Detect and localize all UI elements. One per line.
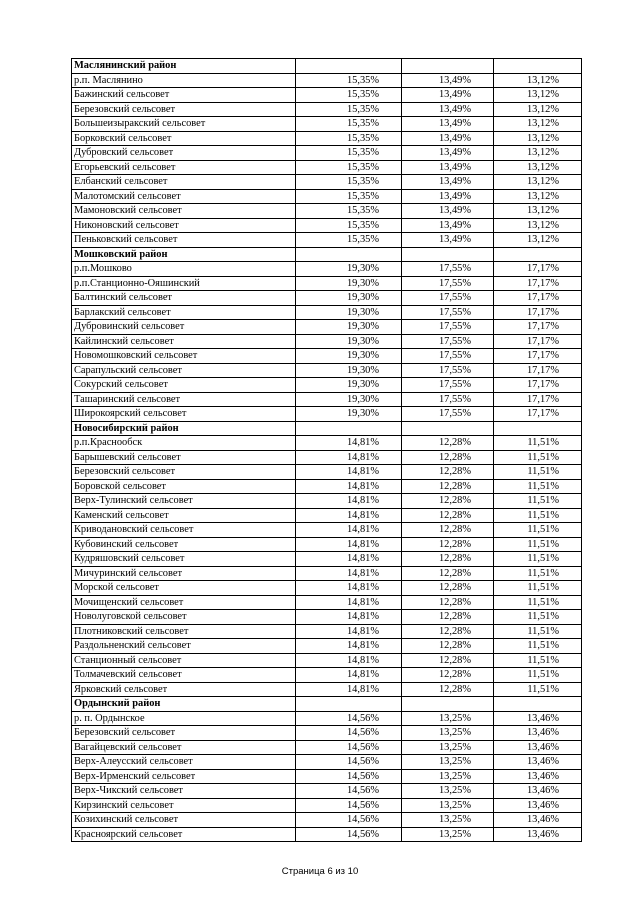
rate-value: 15,35% [296, 160, 402, 175]
rate-value: 14,81% [296, 508, 402, 523]
empty-cell [494, 59, 582, 74]
settlement-name: Дубровинский сельсовет [72, 320, 296, 335]
rate-value: 13,46% [494, 798, 582, 813]
rate-value: 11,51% [494, 610, 582, 625]
table-row [72, 436, 582, 451]
table-row [72, 624, 582, 639]
rate-value: 13,12% [494, 117, 582, 132]
settlement-name: Никоновский сельсовет [72, 218, 296, 233]
rate-value: 14,56% [296, 769, 402, 784]
rate-value: 12,28% [402, 595, 494, 610]
rate-value: 13,25% [402, 740, 494, 755]
rate-value: 19,30% [296, 378, 402, 393]
rate-value: 11,51% [494, 624, 582, 639]
table-row [72, 349, 582, 364]
empty-cell [296, 697, 402, 712]
rate-value: 13,49% [402, 204, 494, 219]
table-row [72, 204, 582, 219]
rate-value: 15,35% [296, 189, 402, 204]
settlement-name: Козихинский сельсовет [72, 813, 296, 828]
page-number: Страница 6 из 10 [281, 866, 359, 877]
settlement-name: Мамоновский сельсовет [72, 204, 296, 219]
rate-value: 13,25% [402, 769, 494, 784]
rate-value: 17,55% [402, 378, 494, 393]
settlement-name: Морской сельсовет [72, 581, 296, 596]
settlement-name: р.п.Станционно-Ояшинский [72, 276, 296, 291]
rate-value: 17,17% [494, 349, 582, 364]
table-row [72, 552, 582, 567]
rate-value: 13,46% [494, 726, 582, 741]
settlement-name: Новолуговской сельсовет [72, 610, 296, 625]
rate-value: 11,51% [494, 682, 582, 697]
settlement-name: Кудряшовский сельсовет [72, 552, 296, 567]
rate-value: 19,30% [296, 363, 402, 378]
rate-value: 13,49% [402, 218, 494, 233]
settlement-name: Елбанский сельсовет [72, 175, 296, 190]
district-header-row [72, 247, 582, 262]
settlement-name: Барышевский сельсовет [72, 450, 296, 465]
rate-value: 12,28% [402, 479, 494, 494]
table-row [72, 610, 582, 625]
table-row [72, 740, 582, 755]
table-row [72, 407, 582, 422]
rate-value: 12,28% [402, 639, 494, 654]
rate-value: 17,17% [494, 276, 582, 291]
rate-value: 13,46% [494, 769, 582, 784]
table-row [72, 131, 582, 146]
rate-value: 13,12% [494, 88, 582, 103]
rate-value: 17,17% [494, 320, 582, 335]
rate-value: 11,51% [494, 537, 582, 552]
rate-value: 15,35% [296, 233, 402, 248]
rate-value: 11,51% [494, 581, 582, 596]
table-row [72, 363, 582, 378]
empty-cell [494, 697, 582, 712]
table-row [72, 378, 582, 393]
rate-value: 14,81% [296, 566, 402, 581]
table-row [72, 392, 582, 407]
rate-value: 17,17% [494, 407, 582, 422]
rate-value: 11,51% [494, 566, 582, 581]
rate-value: 12,28% [402, 465, 494, 480]
rate-value: 13,49% [402, 160, 494, 175]
settlement-name: Дубровский сельсовет [72, 146, 296, 161]
rate-value: 11,51% [494, 479, 582, 494]
rate-value: 19,30% [296, 262, 402, 277]
rate-value: 15,35% [296, 204, 402, 219]
rate-value: 17,17% [494, 334, 582, 349]
rate-value: 13,12% [494, 102, 582, 117]
table-row [72, 88, 582, 103]
district-header-row [72, 59, 582, 74]
table-row [72, 73, 582, 88]
table-row [72, 769, 582, 784]
empty-cell [296, 59, 402, 74]
empty-cell [402, 59, 494, 74]
table-row [72, 682, 582, 697]
rate-value: 17,17% [494, 305, 582, 320]
rate-value: 17,17% [494, 262, 582, 277]
table-row [72, 508, 582, 523]
table-row [72, 320, 582, 335]
table-row [72, 291, 582, 306]
rate-value: 15,35% [296, 146, 402, 161]
settlement-name: р.п. Маслянино [72, 73, 296, 88]
rate-value: 11,51% [494, 450, 582, 465]
rate-value: 11,51% [494, 639, 582, 654]
rate-value: 14,81% [296, 668, 402, 683]
rate-value: 14,56% [296, 726, 402, 741]
rate-value: 11,51% [494, 552, 582, 567]
rate-value: 12,28% [402, 581, 494, 596]
rate-value: 14,81% [296, 682, 402, 697]
table-row [72, 465, 582, 480]
rate-value: 12,28% [402, 552, 494, 567]
rate-value: 15,35% [296, 175, 402, 190]
rate-value: 14,81% [296, 436, 402, 451]
rate-value: 17,55% [402, 334, 494, 349]
rate-value: 14,56% [296, 784, 402, 799]
rate-value: 14,81% [296, 450, 402, 465]
rate-value: 19,30% [296, 334, 402, 349]
rate-value: 17,55% [402, 349, 494, 364]
rate-value: 15,35% [296, 73, 402, 88]
table-row [72, 117, 582, 132]
rates-table [71, 58, 582, 842]
table-row [72, 537, 582, 552]
settlement-name: Пеньковский сельсовет [72, 233, 296, 248]
district-name: Мошковский район [72, 247, 296, 262]
table-row [72, 784, 582, 799]
rate-value: 11,51% [494, 508, 582, 523]
table-row [72, 711, 582, 726]
empty-cell [494, 421, 582, 436]
table-row [72, 494, 582, 509]
table-row [72, 233, 582, 248]
settlement-name: Каменский сельсовет [72, 508, 296, 523]
settlement-name: Мичуринский сельсовет [72, 566, 296, 581]
rate-value: 13,25% [402, 784, 494, 799]
settlement-name: Кирзинский сельсовет [72, 798, 296, 813]
rate-value: 14,81% [296, 595, 402, 610]
rate-value: 15,35% [296, 102, 402, 117]
rate-value: 13,12% [494, 233, 582, 248]
settlement-name: Новомошковский сельсовет [72, 349, 296, 364]
table-row [72, 827, 582, 842]
rate-value: 13,46% [494, 740, 582, 755]
rate-value: 12,28% [402, 653, 494, 668]
rate-value: 17,55% [402, 392, 494, 407]
rate-value: 19,30% [296, 407, 402, 422]
rate-value: 11,51% [494, 653, 582, 668]
table-row [72, 276, 582, 291]
settlement-name: Большеизыракский сельсовет [72, 117, 296, 132]
rate-value: 11,51% [494, 668, 582, 683]
rate-value: 19,30% [296, 392, 402, 407]
rate-value: 12,28% [402, 537, 494, 552]
rate-value: 12,28% [402, 436, 494, 451]
rate-value: 15,35% [296, 117, 402, 132]
rate-value: 13,25% [402, 813, 494, 828]
district-header-row [72, 421, 582, 436]
rate-value: 13,25% [402, 798, 494, 813]
table-row [72, 175, 582, 190]
settlement-name: Балтинский сельсовет [72, 291, 296, 306]
settlement-name: Егорьевский сельсовет [72, 160, 296, 175]
settlement-name: р.п.Краснообск [72, 436, 296, 451]
rate-value: 13,12% [494, 131, 582, 146]
rate-value: 14,56% [296, 827, 402, 842]
settlement-name: Мочищенский сельсовет [72, 595, 296, 610]
rate-value: 14,56% [296, 711, 402, 726]
table-row [72, 523, 582, 538]
table-row [72, 146, 582, 161]
table-row [72, 450, 582, 465]
settlement-name: Станционный сельсовет [72, 653, 296, 668]
settlement-name: Бажинский сельсовет [72, 88, 296, 103]
table-row [72, 726, 582, 741]
rate-value: 14,81% [296, 639, 402, 654]
rate-value: 13,12% [494, 204, 582, 219]
settlement-name: р.п.Мошково [72, 262, 296, 277]
rate-value: 11,51% [494, 595, 582, 610]
rate-value: 13,12% [494, 189, 582, 204]
rate-value: 17,55% [402, 407, 494, 422]
empty-cell [402, 421, 494, 436]
rate-value: 17,55% [402, 320, 494, 335]
table-row [72, 668, 582, 683]
rate-value: 13,49% [402, 88, 494, 103]
table-row [72, 189, 582, 204]
table-row [72, 653, 582, 668]
rate-value: 13,46% [494, 813, 582, 828]
table-row [72, 262, 582, 277]
empty-cell [402, 247, 494, 262]
rate-value: 14,81% [296, 624, 402, 639]
rate-value: 14,81% [296, 494, 402, 509]
rate-value: 13,25% [402, 726, 494, 741]
rate-value: 14,81% [296, 581, 402, 596]
rate-value: 13,12% [494, 218, 582, 233]
table-row [72, 334, 582, 349]
rate-value: 13,49% [402, 131, 494, 146]
settlement-name: Верх-Алеусский сельсовет [72, 755, 296, 770]
rate-value: 12,28% [402, 450, 494, 465]
rate-value: 13,12% [494, 73, 582, 88]
rate-value: 12,28% [402, 523, 494, 538]
rate-value: 13,49% [402, 73, 494, 88]
rate-value: 14,56% [296, 813, 402, 828]
rate-value: 14,81% [296, 523, 402, 538]
rate-value: 13,46% [494, 755, 582, 770]
settlement-name: Березовский сельсовет [72, 465, 296, 480]
rate-value: 12,28% [402, 610, 494, 625]
rate-value: 17,17% [494, 291, 582, 306]
table-row [72, 798, 582, 813]
rate-value: 19,30% [296, 320, 402, 335]
table-row [72, 305, 582, 320]
table-row [72, 581, 582, 596]
rate-value: 12,28% [402, 566, 494, 581]
rate-value: 13,25% [402, 827, 494, 842]
rate-value: 17,55% [402, 262, 494, 277]
rate-value: 13,12% [494, 146, 582, 161]
settlement-name: Вагайцевский сельсовет [72, 740, 296, 755]
rate-value: 14,81% [296, 465, 402, 480]
rate-value: 14,56% [296, 755, 402, 770]
rate-value: 11,51% [494, 436, 582, 451]
settlement-name: Малотомский сельсовет [72, 189, 296, 204]
empty-cell [402, 697, 494, 712]
rate-value: 15,35% [296, 88, 402, 103]
empty-cell [296, 247, 402, 262]
settlement-name: Верх-Чикский сельсовет [72, 784, 296, 799]
district-name: Новосибирский район [72, 421, 296, 436]
rate-value: 17,17% [494, 378, 582, 393]
district-name: Маслянинский район [72, 59, 296, 74]
rate-value: 15,35% [296, 218, 402, 233]
rate-value: 12,28% [402, 624, 494, 639]
rate-value: 19,30% [296, 291, 402, 306]
rate-value: 13,49% [402, 233, 494, 248]
settlement-name: Березовский сельсовет [72, 102, 296, 117]
rate-value: 14,56% [296, 798, 402, 813]
rate-value: 12,28% [402, 668, 494, 683]
rate-value: 14,81% [296, 653, 402, 668]
rate-value: 12,28% [402, 682, 494, 697]
district-header-row [72, 697, 582, 712]
rate-value: 13,12% [494, 175, 582, 190]
rate-value: 19,30% [296, 276, 402, 291]
settlement-name: р. п. Ордынское [72, 711, 296, 726]
rate-value: 11,51% [494, 465, 582, 480]
settlement-name: Барлакский сельсовет [72, 305, 296, 320]
settlement-name: Толмачевский сельсовет [72, 668, 296, 683]
rate-value: 13,25% [402, 755, 494, 770]
rate-value: 13,25% [402, 711, 494, 726]
rate-value: 14,81% [296, 479, 402, 494]
rate-value: 17,55% [402, 305, 494, 320]
rate-value: 11,51% [494, 523, 582, 538]
settlement-name: Ташаринский сельсовет [72, 392, 296, 407]
rate-value: 11,51% [494, 494, 582, 509]
rate-value: 14,56% [296, 740, 402, 755]
table-row [72, 218, 582, 233]
rate-value: 15,35% [296, 131, 402, 146]
table-row [72, 160, 582, 175]
table-row [72, 813, 582, 828]
rate-value: 17,55% [402, 276, 494, 291]
settlement-name: Сарапульский сельсовет [72, 363, 296, 378]
rate-value: 13,46% [494, 827, 582, 842]
settlement-name: Верх-Тулинский сельсовет [72, 494, 296, 509]
rate-value: 14,81% [296, 552, 402, 567]
rate-value: 13,49% [402, 189, 494, 204]
rate-value: 13,49% [402, 146, 494, 161]
empty-cell [296, 421, 402, 436]
rate-value: 13,46% [494, 784, 582, 799]
settlement-name: Кайлинский сельсовет [72, 334, 296, 349]
settlement-name: Боровской сельсовет [72, 479, 296, 494]
rate-value: 13,46% [494, 711, 582, 726]
rate-value: 12,28% [402, 508, 494, 523]
settlement-name: Криводановский сельсовет [72, 523, 296, 538]
table-row [72, 639, 582, 654]
settlement-name: Плотниковский сельсовет [72, 624, 296, 639]
table-row [72, 566, 582, 581]
rates-table-body [72, 59, 582, 842]
settlement-name: Верх-Ирменский сельсовет [72, 769, 296, 784]
rate-value: 14,81% [296, 537, 402, 552]
rate-value: 13,49% [402, 102, 494, 117]
settlement-name: Красноярский сельсовет [72, 827, 296, 842]
table-row [72, 102, 582, 117]
settlement-name: Сокурский сельсовет [72, 378, 296, 393]
settlement-name: Ярковский сельсовет [72, 682, 296, 697]
rate-value: 17,17% [494, 363, 582, 378]
table-row [72, 595, 582, 610]
settlement-name: Березовский сельсовет [72, 726, 296, 741]
rate-value: 13,49% [402, 175, 494, 190]
settlement-name: Кубовинский сельсовет [72, 537, 296, 552]
settlement-name: Борковский сельсовет [72, 131, 296, 146]
district-name: Ордынский район [72, 697, 296, 712]
rate-value: 14,81% [296, 610, 402, 625]
table-row [72, 755, 582, 770]
rate-value: 17,55% [402, 363, 494, 378]
table-row [72, 479, 582, 494]
empty-cell [494, 247, 582, 262]
rate-value: 19,30% [296, 305, 402, 320]
rate-value: 17,17% [494, 392, 582, 407]
rate-value: 13,12% [494, 160, 582, 175]
settlement-name: Широкоярский сельсовет [72, 407, 296, 422]
rate-value: 17,55% [402, 291, 494, 306]
rate-value: 19,30% [296, 349, 402, 364]
settlement-name: Раздольненский сельсовет [72, 639, 296, 654]
rate-value: 13,49% [402, 117, 494, 132]
rate-value: 12,28% [402, 494, 494, 509]
